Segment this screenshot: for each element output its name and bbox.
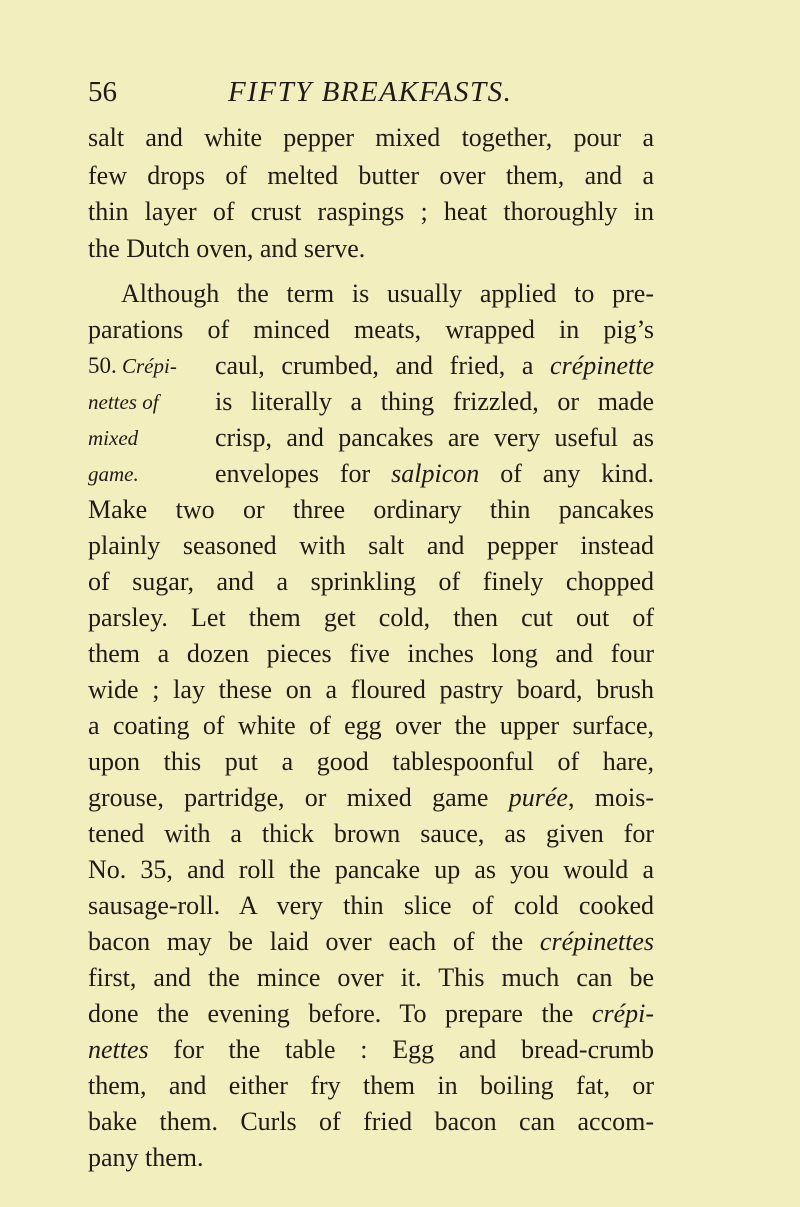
text-line <box>88 783 654 813</box>
sidenote-line: Crépi- <box>122 354 177 378</box>
text-line: pany them. <box>88 1143 204 1172</box>
text-span: , mois- <box>567 783 655 812</box>
text-line: parations of minced meats, wrapped in pig’s <box>88 315 654 344</box>
text-line: few drops of melted butter over them, and a <box>88 161 654 190</box>
text-line: first, and the mince over it. This much can be <box>88 963 654 992</box>
text-line <box>215 351 654 381</box>
text-span: envelopes for <box>215 459 392 488</box>
text-line: them, and either fry them in boiling fat, or <box>88 1071 654 1100</box>
text-line <box>215 459 654 489</box>
text-line: tened with a thick brown sauce, as given for <box>88 819 654 848</box>
text-span: bacon may be laid over each of the <box>88 927 540 956</box>
text-line: bake them. Curls of fried bacon can accom- <box>88 1107 654 1136</box>
sidenote-line: game. <box>88 462 139 486</box>
text-line <box>88 999 654 1029</box>
text-line: salt and white pepper mixed together, pour a <box>88 123 654 152</box>
text-line: sausage-roll. A very thin slice of cold cooked <box>88 891 654 920</box>
text-line: of sugar, and a sprinkling of finely chopped <box>88 567 654 596</box>
italic-term: crépinettes <box>539 927 654 956</box>
text-line: is literally a thing frizzled, or made <box>215 387 654 416</box>
text-line: crisp, and pancakes are very useful as <box>215 423 654 452</box>
italic-term: crépinette <box>550 351 654 380</box>
text-line: upon this put a good tablespoonful of hare, <box>88 747 654 776</box>
italic-term: crépi- <box>591 999 654 1028</box>
sidenote-number: 50. <box>88 353 117 378</box>
running-head: FIFTY BREAKFASTS. <box>228 76 513 108</box>
page-number: 56 <box>88 76 117 108</box>
italic-term: salpicon <box>391 459 480 488</box>
text-line <box>88 927 654 957</box>
italic-term: nettes <box>88 1035 149 1064</box>
text-line: parsley. Let them get cold, then cut out of <box>88 603 654 632</box>
text-line: plainly seasoned with salt and pepper instead <box>88 531 654 560</box>
text-line: Make two or three ordinary thin pancakes <box>88 495 654 524</box>
text-line: the Dutch oven, and serve. <box>88 234 366 263</box>
italic-term: purée <box>508 783 568 812</box>
sidenote-line: nettes of <box>88 390 159 414</box>
text-line: thin layer of crust raspings ; heat thoroughly in <box>88 197 654 226</box>
text-span: of any kind. <box>479 459 654 488</box>
text-line <box>88 1035 654 1065</box>
text-line: them a dozen pieces five inches long and four <box>88 639 654 668</box>
text-span: caul, crumbed, and fried, a <box>215 351 551 380</box>
text-span: grouse, partridge, or mixed game <box>88 783 509 812</box>
text-line: No. 35, and roll the pancake up as you would a <box>88 855 654 884</box>
text-span: for the table : Egg and bread-crumb <box>148 1035 654 1064</box>
text-span: done the evening before. To prepare the <box>88 999 592 1028</box>
sidenote-line: mixed <box>88 426 139 450</box>
text-line: a coating of white of egg over the upper surface, <box>88 711 654 740</box>
text-line: wide ; lay these on a floured pastry board, brush <box>88 675 654 704</box>
text-line: Although the term is usually applied to pre- <box>121 279 654 308</box>
